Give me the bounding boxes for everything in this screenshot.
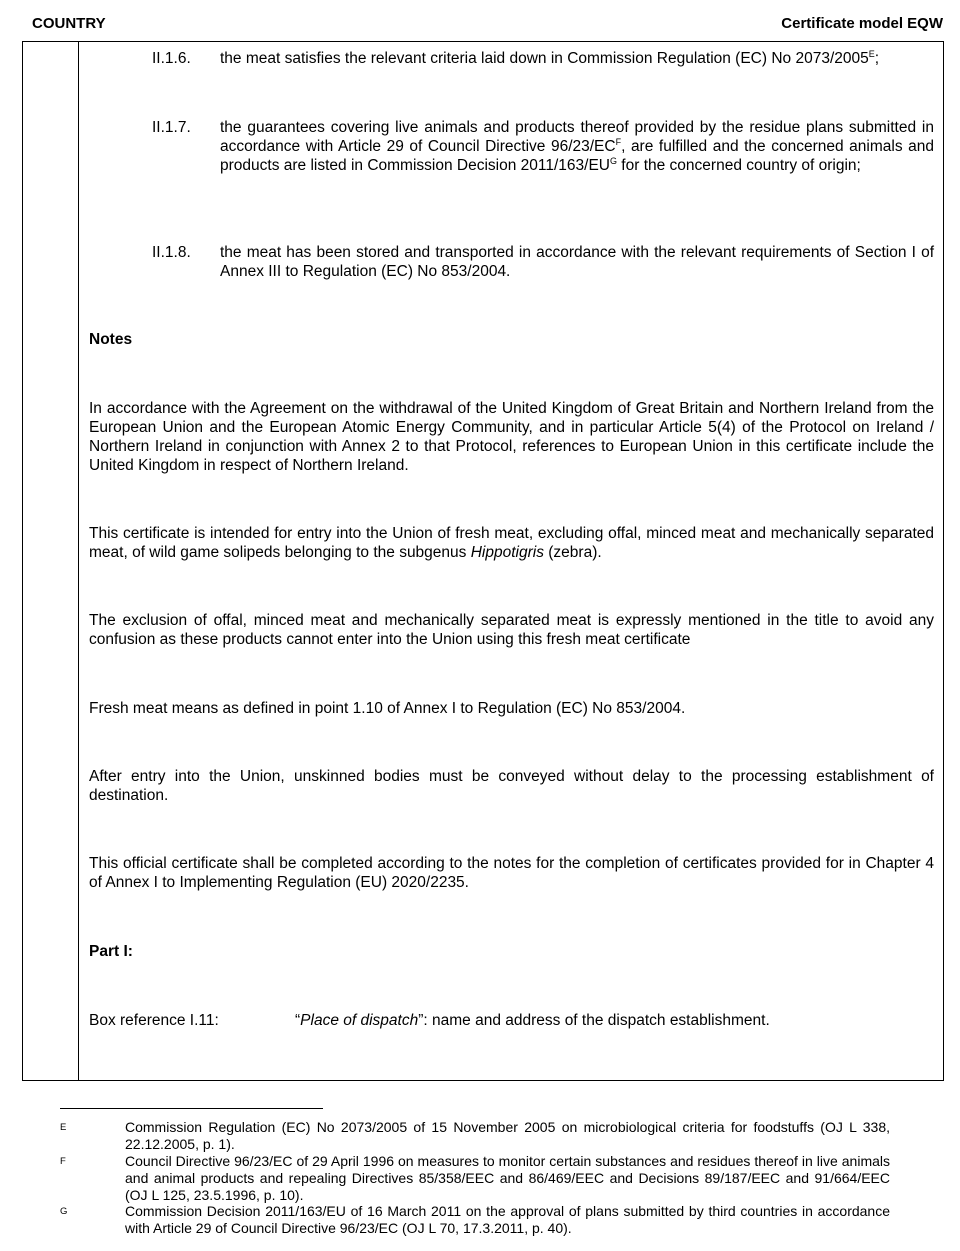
note-paragraph: After entry into the Union, unskinned bodies must be conveyed without delay to the processing establishment of destination. — [89, 768, 934, 804]
box-reference-description: “Place of dispatch”: name and address of the dispatch establishment. — [295, 1012, 770, 1029]
footnote — [60, 1153, 890, 1204]
column-divider — [78, 41, 79, 1080]
footnote-text: Council Directive 96/23/EC of 29 April 1996 on measures to monitor certain substances and residues thereof in live animals and animal products and repealing Directives 85/358/EEC and 86/469/EEC and Decisions 89/187/EEC and 91/664/EEC (OJ L 125, 23.5.1996, p. 10). — [125, 1153, 890, 1203]
footnote-ref: G — [609, 156, 617, 166]
header-country: COUNTRY — [32, 15, 106, 32]
clause-text: the guarantees covering live animals and products thereof provided by the residue plans submitted in accordance with Article 29 of Council Directive $96/23/EC^F$, are fulfilled and the concerned animals and products are listed in Commission Decision $2011/163/EU^G$ for the concerned country of origin; — [220, 119, 934, 174]
footnote-ref: E — [868, 49, 875, 59]
footnote-text: Commission Decision 2011/163/EU of 16 March 2011 on the approval of plans submitted by third countries in accordance with Article 29 of Council Directive 96/23/EC (OJ L 70, 17.3.2011, p. 40). — [125, 1203, 890, 1236]
clause-number: II.1.7. — [152, 119, 191, 136]
footnote-mark: G — [60, 1206, 68, 1217]
note-paragraph: This official certificate shall be completed according to the notes for the completion of certificates provided for in Chapter 4 of Annex I to Implementing Regulation (EU) 2020/2235. — [89, 855, 934, 891]
footnote-mark: E — [60, 1122, 67, 1133]
clause-text: the meat satisfies the relevant criteria laid down in Commission Regulation (EC) No $2073/2005^E$; — [220, 49, 880, 67]
notes-heading: Notes — [89, 331, 133, 348]
footnote-ref: F — [615, 137, 622, 147]
footnote-separator — [60, 1108, 323, 1109]
clause-number: II.1.6. — [152, 50, 191, 67]
note-paragraph: This certificate is intended for entry into the Union of fresh meat, excluding offal, minced meat and mechanically separated meat, of wild game solipeds belonging to the subgenus Hippotigris (zebra). — [89, 525, 934, 561]
clause-text: the meat has been stored and transported in accordance with the relevant requirements of Section I of Annex III to Regulation (EC) No 853/2004. — [220, 244, 934, 280]
footnote — [60, 1203, 890, 1237]
footnote — [60, 1119, 890, 1153]
clause-number: II.1.8. — [152, 244, 191, 261]
note-paragraph: In accordance with the Agreement on the withdrawal of the United Kingdom of Great Britain and Northern Ireland from the European Union and the European Atomic Energy Community, and in particular Article 5(4) of the Protocol on Ireland / Northern Ireland in conjunction with Annex 2 to that Protocol, references to European Union in this certificate include the United Kingdom in respect of Northern Ireland. — [89, 400, 934, 474]
footnote-text: Commission Regulation (EC) No 2073/2005 of 15 November 2005 on microbiological criteria for foodstuffs (OJ L 338, 22.12.2005, p. 1). — [125, 1119, 890, 1152]
footnote-mark: F — [60, 1156, 66, 1167]
note-paragraph: Fresh meat means as defined in point 1.10 of Annex I to Regulation (EC) No 853/2004. — [89, 700, 686, 717]
note-paragraph: The exclusion of offal, minced meat and mechanically separated meat is expressly mentioned in the title to avoid any confusion as these products cannot enter into the Union using this fresh meat certificate — [89, 612, 934, 648]
part-heading: Part I: — [89, 943, 133, 960]
header-certificate-model: Certificate model EQW — [781, 15, 943, 32]
box-reference-label: Box reference I.11: — [89, 1012, 219, 1029]
